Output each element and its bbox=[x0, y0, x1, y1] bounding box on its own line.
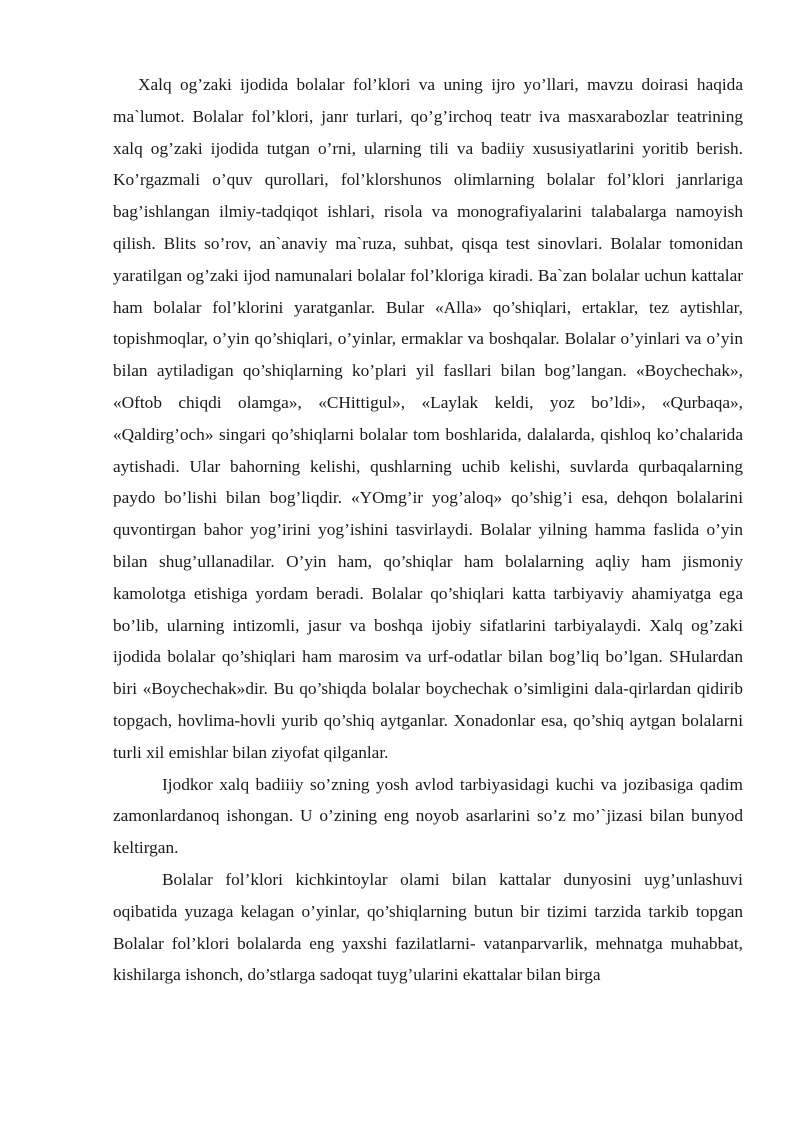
paragraph-2: Ijodkor xalq badiiiy so’zning yosh avlod tarbiyasidagi kuchi va jozibasiga qadim zamonlardanoq ishongan. U o’zining eng noyob asarlarini so’z mo’`jizasi bilan bunyod keltirgan. bbox=[113, 774, 743, 858]
paragraph-1: Xalq og’zaki ijodida bolalar fol’klori va uning ijro yo’llari, mavzu doirasi haqida ma`lumot. Bolalar fol’klori, janr turlari, qo’g’irchoq teatr iva masxarabozlar teatrining xalq og’zaki ijodida tutgan o’rni, ularning tili va badiiy xususiyatlarini yoritib berish. Ko’rgazmali o’quv qurollari, fol’klorshunos olimlarning bolalar fol’klori janrlariga bag’ishlangan ilmiy-tadqiqot ishlari, risola va monografiyalarini talabalarga namoyish qilish. Blits so’rov, an`anaviy ma`ruza, suhbat, qisqa test sinovlari. Bolalar tomonidan yaratilgan og’zaki ijod namunalari bolalar fol’kloriga kiradi. Ba`zan bolalar uchun kattalar ham bolalar fol’klorini yaratganlar. Bular «Alla» qo’shiqlari, ertaklar, tez aytishlar, topishmoqlar, o’yin qo’shiqlari, o’yinlar, ermaklar va boshqalar. Bolalar o’yinlari va o’yin bilan aytiladigan qo’shiqlarning ko’plari yil fasllari bilan bog’langan. «Boychechak», «Oftob chiqdi olamga», «CHittigul», «Laylak keldi, yoz bo’ldi», «Qurbaqa», «Qaldirg’och» singari qo’shiqlarni bolalar tom boshlarida, dalalarda, qishloq ko’chalarida aytishadi. Ular bahorning kelishi, qushlarning uchib kelishi, suvlarda qurbaqalarning paydo bo’lishi bilan bog’liqdir. «YOmg’ir yog’aloq» qo’shig’i esa, dehqon bolalarini quvontirgan bahor yog’irini yog’ishini tasvirlaydi. Bolalar yilning hamma faslida o’yin bilan shug’ullanadilar. O’yin ham, qo’shiqlar ham bolalarning aqliy ham jismoniy kamolotga etishiga yordam beradi. Bolalar qo’shiqlari katta tarbiyaviy ahamiyatga ega bo’lib, ularning intizomli, jasur va boshqa ijobiy sifatlarini tarbiyalaydi. Xalq og’zaki ijodida bolalar qo’shiqlari ham marosim va urf-odatlar bilan bog’liq bo’lgan. SHulardan biri «Boychechak»dir. Bu qo’shiqda bolalar boychechak o’simligini dala-qirlardan qidirib topgach, hovlima-hovli yurib qo’shiq aytganlar. Xonadonlar esa, qo’shiq aytgan bolalarni turli xil emishlar bilan ziyofat qilganlar. bbox=[113, 75, 743, 762]
paragraph-3: Bolalar fol’klori kichkintoylar olami bilan kattalar dunyosini uyg’unlashuvi oqibatida yuzaga kelagan o’yinlar, qo’shiqlarning butun bir tizimi tarzida tarkib topgan Bolalar fol’klori bolalarda eng yaxshi fazilatlarni- vatanparvarlik, mehnatga muhabbat, kishilarga ishonch, do’stlarga sadoqat tuyg’ularini ekattalar bilan birga bbox=[113, 869, 743, 985]
document-page bbox=[113, 69, 743, 991]
